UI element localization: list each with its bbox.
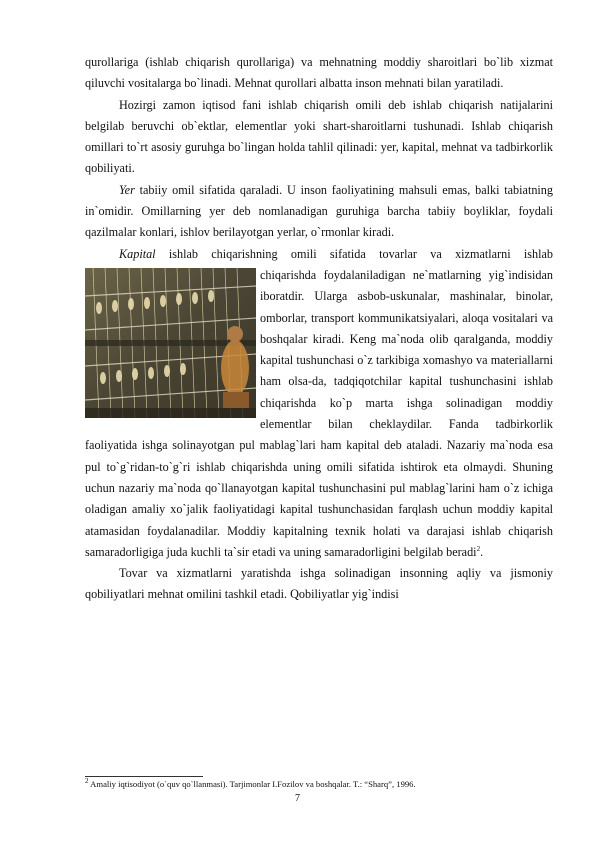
- paragraph-3: [85, 180, 553, 244]
- paragraph-5: Tovar va xizmatlarni yaratishda ishga solinadigan insonning aqliy va jismoniy qobiliyatlari mehnat omilini tashkil etadi. Qobiliyatlar yig`indisi: [85, 566, 553, 602]
- term-yer: Yer: [119, 182, 135, 197]
- term-kapital: Kapital: [119, 246, 156, 261]
- paragraph-4-text: chiqarishda foydalaniladigan ne`matlarning yig`indisidan iboratdir. Ularga asbob-uskunalar, mashinalar, binolar, omborlar, transport kommunikatsiyalari, aloqa vositalari va boshqalar kiradi. Keng ma`noda olib qaralganda, moddiy kapital tushunchasi o`z tarkibiga xomashyo va materiallarni ham olsa-da, tadqiqotchilar kapital tushunchasini ishlab chiqarishda ko`p marta ishga solinadigan moddiy elementlar bilan cheklaydilar. Fanda tadbirkorlik faoliyatida ishga solinayotgan pul mablag`lari ham kapital deb ataladi. Nazariy ma`noda esa pul to`g`ridan-to`g`ri ishlab chiqarishda uning omili sifatida ishtirok eta olmaydi. Shuning uchun nazariy ma`noda qo`llanayotgan kapital tushunchasini pul mablag`larini ham o`z ichiga oladigan amaliy xo`jalik faoliyatidagi kapital tushunchasidan farqlash uchun moddiy kapital atamasidan foydalanadilar. Moddiy kapitalning texnik holati va darajasi ishlab chiqarish samaradorligiga juda kuchli ta`sir etadi va uning samaradorligini belgilab beradi: [85, 267, 553, 559]
- paragraph-4-end: .: [480, 544, 484, 559]
- paragraph-1: qurollariga (ishlab chiqarish qurollariga) va mehnatning moddiy sharoitlari bo`lib xizmat qiluvchi vositalarga bo`linadi. Mehnat qurollari albatta inson mehnati bilan yaratiladi.: [85, 55, 553, 91]
- paragraph-4-first-text: ishlab chiqarishning omili sifatida tovarlar va xizmatlarni ishlab: [155, 246, 553, 261]
- textile-machinery-photo: [85, 268, 256, 418]
- page-body: [85, 52, 553, 606]
- footnote: [85, 778, 553, 790]
- paragraph-3-text: tabiiy omil sifatida qaraladi. U inson faoliyatining mahsuli emas, balki tabiatning in`omidir. Omillarning yer deb nomlanadigan guruhiga barcha tabiiy boyliklar, foydali qazilmalar konlari, ishlov berilayotgan yerlar, o`rmonlar kiradi.: [85, 182, 553, 240]
- footnote-mark: 2: [85, 777, 89, 786]
- paragraph-2: Hozirgi zamon iqtisod fani ishlab chiqarish omili deb ishlab chiqarish natijalarini belgilab beruvchi ob`ektlar, elementlar yoki shart-sharoitlarni tushunadi. Ishlab chiqarish omillari to`rt asosiy guruhga bo`lingan holda tahlil qilinadi: yer, kapital, mehnat va tadbirkorlik qobiliyati.: [85, 97, 553, 176]
- footnote-ref: 2: [476, 544, 481, 553]
- footnote-separator: [85, 776, 203, 777]
- paragraph-4-first-line: [85, 244, 553, 265]
- textile-machinery-icon: [85, 268, 256, 418]
- footnote-text: Amaliy iqtisodiyot (o`quv qo`llanmasi). Tarjimonlar I.Fozilov va boshqalar. T.: “Sharq”, 1996.: [88, 779, 416, 789]
- page-number: 7: [295, 793, 300, 804]
